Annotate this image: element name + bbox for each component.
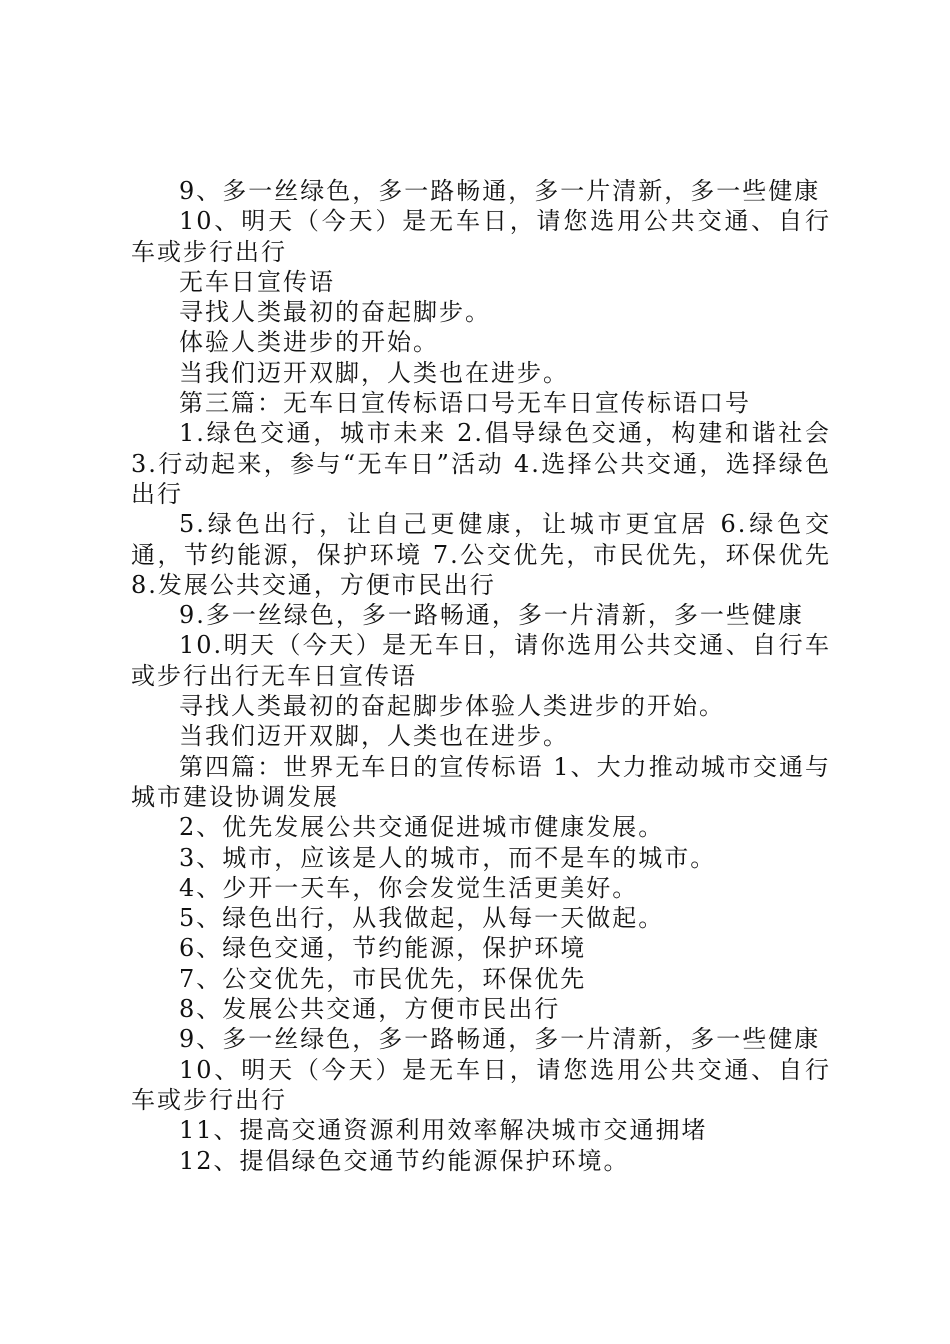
list-item: 2、优先发展公共交通促进城市健康发展。 (179, 813, 665, 842)
paragraph: 寻找人类最初的奋起脚步。 (179, 298, 491, 327)
paragraph: 当我们迈开双脚，人类也在进步。 (179, 358, 569, 387)
paragraph: 当我们迈开双脚，人类也在进步。 (179, 722, 569, 751)
list-item: 9、多一丝绿色，多一路畅通，多一片清新，多一些健康 (179, 1025, 821, 1054)
list-item: 12、提倡绿色交通节约能源保护环境。 (179, 1146, 630, 1175)
list-item: 3、城市，应该是人的城市，而不是车的城市。 (179, 843, 717, 872)
list-item: 4、少开一天车，你会发觉生活更美好。 (179, 873, 639, 902)
paragraph: 9、多一丝绿色，多一路畅通，多一片清新，多一些健康 (179, 177, 821, 205)
paragraph: 寻找人类最初的奋起脚步体验人类进步的开始。 (179, 692, 725, 721)
paragraph: 9.多一丝绿色，多一路畅通，多一片清新，多一些健康 (179, 601, 804, 630)
section-heading: 第三篇：无车日宣传标语口号无车日宣传标语口号 (179, 389, 751, 418)
paragraph: 10.明天（今天）是无车日，请你选用公共交通、自行车或步行出行无车日宣传语 (131, 631, 831, 690)
list-item: 11、提高交通资源利用效率解决城市交通拥堵 (179, 1116, 708, 1145)
list-item: 7、公交优先，市民优先，环保优先 (179, 964, 587, 993)
paragraph: 5.绿色出行，让自己更健康，让城市更宜居 6.绿色交通，节约能源，保护环境 7.公交优先，市民优先，环保优先 8.发展公共交通，方便市民出行 (131, 510, 831, 599)
list-item: 10、明天（今天）是无车日，请您选用公共交通、自行车或步行出行 (131, 1055, 831, 1114)
document-body (131, 176, 831, 1176)
paragraph: 1.绿色交通，城市未来 2.倡导绿色交通，构建和谐社会 3.行动起来，参与“无车日”活动 4.选择公共交通，选择绿色出行 (131, 419, 831, 508)
section-heading: 第四篇：世界无车日的宣传标语 1、大力推动城市交通与城市建设协调发展 (131, 752, 831, 811)
list-item: 8、发展公共交通，方便市民出行 (179, 995, 561, 1024)
list-item: 5、绿色出行，从我做起，从每一天做起。 (179, 904, 665, 933)
paragraph: 10、明天（今天）是无车日，请您选用公共交通、自行车或步行出行 (131, 207, 831, 266)
section-heading: 无车日宣传语 (179, 267, 335, 296)
list-item: 6、绿色交通，节约能源，保护环境 (179, 934, 587, 963)
paragraph: 体验人类进步的开始。 (179, 328, 439, 357)
